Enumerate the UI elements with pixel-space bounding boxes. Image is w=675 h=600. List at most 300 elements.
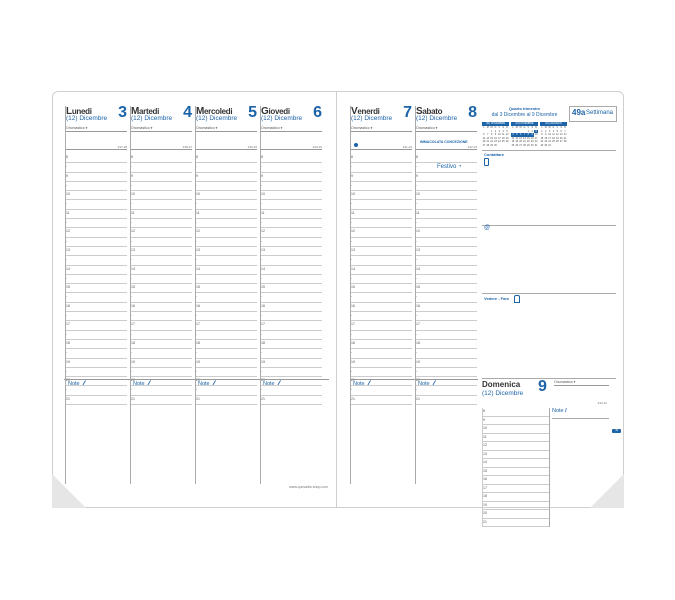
hour-row[interactable] [196,256,257,265]
hour-row[interactable] [196,219,257,228]
hour-row[interactable] [416,275,477,284]
hour-label: 18 [261,340,265,345]
hour-row[interactable] [261,182,322,191]
hour-row[interactable] [131,210,192,219]
hour-row[interactable] [351,182,412,191]
hour-label: - [131,275,133,280]
notes-box[interactable] [130,379,198,484]
hour-label: - [66,238,68,243]
mini-calendar-day: V [498,126,501,129]
hour-row[interactable] [261,284,322,293]
mini-calendar-day: V [527,126,530,129]
hour-row[interactable] [351,321,412,330]
hour-row[interactable] [196,349,257,358]
mini-calendar-day: D [535,126,537,129]
hour-row[interactable] [261,173,322,182]
mini-calendar-day: D [506,126,508,129]
hour-row[interactable] [416,256,477,265]
hour-row[interactable] [196,275,257,284]
hour-label: 8 [351,155,353,159]
hour-row[interactable] [416,219,477,228]
hour-label: 12 [261,229,265,234]
pen-icon: / [81,379,87,388]
hour-label: 13 [483,451,487,456]
hour-row[interactable] [483,442,549,451]
notes-label: Note [353,381,365,387]
onomastico-label: Onomastico ▾ [416,126,438,130]
hour-row[interactable] [131,200,192,209]
hour-row[interactable] [261,340,322,349]
mini-calendar-day: 15 [527,136,530,140]
hour-row[interactable] [131,275,192,284]
hour-row[interactable] [416,321,477,330]
hour-row[interactable] [416,312,477,321]
hour-row[interactable] [131,331,192,340]
hour-row[interactable] [66,256,127,265]
hour-row[interactable] [66,349,127,358]
sunday-name: Domenica [482,380,521,389]
mini-calendar-day: M [486,126,489,129]
day-name: Sabato [416,106,443,117]
hour-row[interactable] [66,359,127,368]
hour-row[interactable] [416,210,477,219]
hour-row[interactable] [261,219,322,228]
hour-row[interactable] [261,228,322,237]
hour-row[interactable] [416,238,477,247]
hour-row[interactable] [483,459,549,468]
week-tab[interactable]: 49 [612,429,621,433]
pen-icon: / [276,379,282,388]
hour-label: - [261,294,263,299]
hour-row[interactable] [261,312,322,321]
mini-calendar-day: L [483,126,485,129]
hour-label: - [196,313,198,318]
hour-label: 13 [416,247,420,252]
mini-calendar-day: 15 [490,136,493,140]
hour-row[interactable] [66,247,127,256]
day-number: 3 [118,104,127,121]
day-number: 8 [468,104,477,121]
hour-label: 10 [131,192,135,197]
hour-row[interactable] [416,349,477,358]
hour-row[interactable] [66,182,127,191]
mini-calendar-day: 14 [523,136,526,140]
hour-label: - [261,350,263,355]
hour-row[interactable] [196,303,257,312]
hour-label: - [196,294,198,299]
hour-row[interactable] [66,303,127,312]
hour-row[interactable] [66,284,127,293]
hour-label: - [261,313,263,318]
onomastico-line [196,131,257,132]
hour-row[interactable] [483,519,549,528]
hour-row[interactable] [66,228,127,237]
hour-row[interactable] [416,228,477,237]
hour-row[interactable] [416,303,477,312]
hour-row[interactable] [351,368,412,377]
notes-box[interactable] [415,379,480,484]
mini-calendar-day: 13 [482,136,486,140]
day-name: Lunedi [66,106,92,117]
mini-calendar-day: 29 [490,143,493,147]
mini-calendar-day: 26 [556,140,559,144]
hour-label: - [66,350,68,355]
hour-label: 10 [196,192,200,197]
mini-calendar-day: S [560,126,563,129]
hour-label: 9 [261,173,263,178]
day-number: 4 [183,104,192,121]
day-number: 7 [403,104,412,121]
hour-label: - [351,387,353,392]
day-month: (12) Dicembre [66,115,108,122]
hour-label: 10 [66,192,70,197]
hour-row[interactable] [66,238,127,247]
notes-box[interactable] [350,379,418,484]
hour-label: 21 [261,396,265,401]
hour-row[interactable] [196,284,257,293]
day-month: (12) Dicembre [196,115,238,122]
hour-row[interactable] [196,359,257,368]
mini-calendar-day: 5 [516,133,518,137]
hour-row[interactable] [416,293,477,302]
hour-row[interactable] [66,219,127,228]
hour-row[interactable] [131,173,192,182]
hour-label: - [196,201,198,206]
hour-row[interactable] [351,349,412,358]
hour-label: 9 [351,173,353,178]
hour-row[interactable] [483,476,549,485]
hour-label: 21 [131,396,135,401]
hour-label: 14 [196,266,200,271]
hour-row[interactable] [196,312,257,321]
hour-row[interactable] [131,238,192,247]
hour-row[interactable] [351,303,412,312]
hour-label: - [351,238,353,243]
hour-label: 16 [483,477,487,481]
mini-calendar-day: 17 [498,136,501,140]
hour-label: 14 [66,266,70,271]
hour-row[interactable] [351,284,412,293]
hour-label: - [196,238,198,243]
hour-row[interactable] [131,256,192,265]
mini-calendar-day: 29 [527,143,530,147]
mini-calendar-day: 4 [552,129,555,133]
header-rule [131,149,192,150]
hour-row[interactable] [416,154,477,163]
mini-calendar-day: 20 [482,140,486,144]
mini-calendar-day: G [494,126,497,129]
hour-label: - [131,368,133,373]
hour-label: 12 [66,229,70,234]
hour-row[interactable] [416,247,477,256]
hour-row[interactable] [131,312,192,321]
hour-row[interactable] [196,191,257,200]
hour-label: - [351,182,353,187]
hour-label: - [131,313,133,318]
hour-row[interactable] [261,154,322,163]
hour-row[interactable] [416,284,477,293]
hour-row[interactable] [416,340,477,349]
hour-row[interactable] [351,275,412,284]
hour-row[interactable] [351,210,412,219]
hour-row[interactable] [416,331,477,340]
mini-calendar-day: 30 [544,143,548,147]
hour-row[interactable] [261,266,322,275]
pen-icon: / [146,379,152,388]
hour-label: 12 [196,229,200,234]
hour-row[interactable] [261,163,322,172]
hour-row[interactable] [416,182,477,191]
hour-label: 14 [416,266,420,271]
hour-label: - [261,201,263,206]
hour-row[interactable] [131,266,192,275]
hour-row[interactable] [261,247,322,256]
mini-calendar-title: (01) GENNAIO [540,122,567,126]
hour-row[interactable] [131,349,192,358]
hour-row[interactable] [351,293,412,302]
contatti-line [482,225,616,226]
hour-row[interactable] [196,331,257,340]
hour-row[interactable] [351,256,412,265]
hour-label: 14 [351,266,355,271]
notes-box[interactable] [65,379,133,484]
hour-row[interactable] [261,293,322,302]
header-rule [416,149,477,150]
hour-label: 16 [416,303,420,308]
mini-calendar-day: 22 [527,140,530,144]
hour-label: 20 [66,378,70,383]
hour-row[interactable] [483,434,549,443]
hour-row[interactable] [351,228,412,237]
hour-row[interactable] [66,321,127,330]
notes-label: Note [418,381,430,387]
hour-row[interactable] [483,417,549,426]
hour-row[interactable] [131,219,192,228]
hour-row[interactable] [66,293,127,302]
hour-row[interactable] [196,321,257,330]
hour-row[interactable] [66,163,127,172]
hour-label: - [131,294,133,299]
hour-row[interactable] [196,266,257,275]
hour-row[interactable] [66,154,127,163]
hour-row[interactable] [66,312,127,321]
hour-row[interactable] [196,293,257,302]
hour-label: 16 [196,303,200,308]
hour-row[interactable] [416,191,477,200]
hour-row[interactable] [66,331,127,340]
hour-row[interactable] [261,256,322,265]
hour-label: 21 [66,396,70,401]
hour-row[interactable] [131,247,192,256]
hour-label: - [196,182,198,187]
hour-label: 17 [351,322,355,327]
hour-label: 17 [131,322,135,327]
hour-row[interactable] [483,493,549,502]
hour-label: - [261,220,263,225]
hour-row[interactable] [261,321,322,330]
header-rule [261,149,322,150]
hour-row[interactable] [66,200,127,209]
hour-label: 10 [351,192,355,197]
hour-row[interactable] [66,266,127,275]
pen-icon: / [431,379,437,388]
hour-row[interactable] [196,210,257,219]
hour-row[interactable] [351,359,412,368]
hour-row[interactable] [196,173,257,182]
hour-row[interactable] [131,321,192,330]
notes-box[interactable] [195,379,263,484]
hour-row[interactable] [416,173,477,182]
hour-row[interactable] [131,191,192,200]
hour-label: - [131,350,133,355]
hour-label: - [416,182,418,187]
hour-row[interactable] [351,266,412,275]
onomastico-line [66,131,127,132]
hour-label: 8 [261,155,263,159]
hour-row[interactable] [196,340,257,349]
hour-label: 11 [351,210,355,215]
hour-row[interactable] [261,359,322,368]
hour-row[interactable] [351,312,412,321]
hour-row[interactable] [131,293,192,302]
hour-row[interactable] [261,349,322,358]
hour-row[interactable] [66,191,127,200]
hour-label: 10 [261,192,265,197]
hour-row[interactable] [351,238,412,247]
hour-row[interactable] [483,451,549,460]
hour-row[interactable] [196,247,257,256]
hour-label: - [416,313,418,318]
hour-row[interactable] [196,154,257,163]
hour-label: - [261,182,263,187]
hour-row[interactable] [131,303,192,312]
hour-row[interactable] [483,468,549,477]
hour-row[interactable] [351,219,412,228]
hour-row[interactable] [261,210,322,219]
hour-label: - [261,368,263,373]
hour-row[interactable] [351,173,412,182]
hour-row[interactable] [351,331,412,340]
hour-label: 11 [131,210,135,215]
hour-row[interactable] [196,163,257,172]
hour-row[interactable] [131,163,192,172]
hour-row[interactable] [261,238,322,247]
hour-label: - [351,164,353,169]
hour-label: - [261,387,263,392]
hour-row[interactable] [351,191,412,200]
hour-row[interactable] [66,340,127,349]
mini-calendar-day: 17 [548,136,551,140]
mini-calendar-day: 29 [540,143,544,147]
hour-label: - [196,257,198,262]
hour-label: 9 [416,173,418,178]
hour-row[interactable] [351,340,412,349]
hour-row[interactable] [66,210,127,219]
hour-row[interactable] [66,368,127,377]
mini-calendar-day: 23 [530,140,534,144]
hour-label: - [416,368,418,373]
mini-calendar-day: 25 [552,140,555,144]
hour-row[interactable] [351,154,412,163]
vedere-rule [482,293,616,294]
hour-label: - [416,387,418,392]
mini-calendar-day: 13 [559,133,563,137]
mini-calendar-day: 8 [490,133,493,137]
hour-row[interactable] [261,191,322,200]
hour-row[interactable] [131,182,192,191]
hour-label: - [416,201,418,206]
hour-label: 14 [131,266,135,271]
hour-row[interactable] [483,425,549,434]
mini-calendar-day: 1 [527,129,530,133]
hour-row[interactable] [131,154,192,163]
hour-row[interactable] [196,228,257,237]
hour-grid [351,154,412,405]
hour-row[interactable] [261,303,322,312]
mini-calendar-day: 9 [494,133,497,137]
hour-row[interactable] [416,200,477,209]
mini-calendar-day: 5 [506,129,508,133]
mini-calendar-day: 18 [552,136,555,140]
hour-row[interactable] [261,275,322,284]
hour-row[interactable] [416,368,477,377]
hour-label: 13 [131,247,135,252]
hour-row[interactable] [196,238,257,247]
hour-row[interactable] [66,275,127,284]
sunday-onomastico: Onomastico ▾ [554,380,576,384]
hour-row[interactable] [351,200,412,209]
mini-calendar-day: 1 [541,129,543,133]
new-moon-icon [354,143,358,147]
hour-row[interactable] [131,284,192,293]
hour-label: - [351,294,353,299]
day-number: 6 [313,104,322,121]
sunday-note-line [552,418,609,419]
hour-row[interactable] [261,368,322,377]
hour-row[interactable] [416,359,477,368]
hour-row[interactable] [351,163,412,172]
mini-calendar-day: D [564,126,566,129]
mini-calendar-day: 2 [494,129,497,133]
hour-row[interactable] [66,173,127,182]
hour-row[interactable] [483,408,549,417]
onomastico-line [416,131,477,132]
hour-row[interactable] [131,340,192,349]
mini-calendar-day: 31 [548,143,551,147]
mini-calendar-day: 1 [490,129,493,133]
header-rule [196,149,257,150]
hour-row[interactable] [131,228,192,237]
hour-row[interactable] [483,485,549,494]
hour-row[interactable] [196,368,257,377]
hour-row[interactable] [261,200,322,209]
hour-row[interactable] [483,502,549,511]
hour-row[interactable] [196,200,257,209]
hour-label: 8 [131,155,133,159]
mini-calendar-day: 13 [519,136,522,140]
hour-row[interactable] [416,266,477,275]
hour-label: - [261,275,263,280]
hour-row[interactable] [261,331,322,340]
hour-row[interactable] [131,368,192,377]
hour-row[interactable] [351,247,412,256]
hour-row[interactable] [196,182,257,191]
mini-calendar-day: 3 [535,129,537,133]
hour-row[interactable] [483,510,549,519]
mini-calendar-day: 27 [519,143,522,147]
hour-row[interactable] [131,359,192,368]
notes-box[interactable] [260,379,325,484]
